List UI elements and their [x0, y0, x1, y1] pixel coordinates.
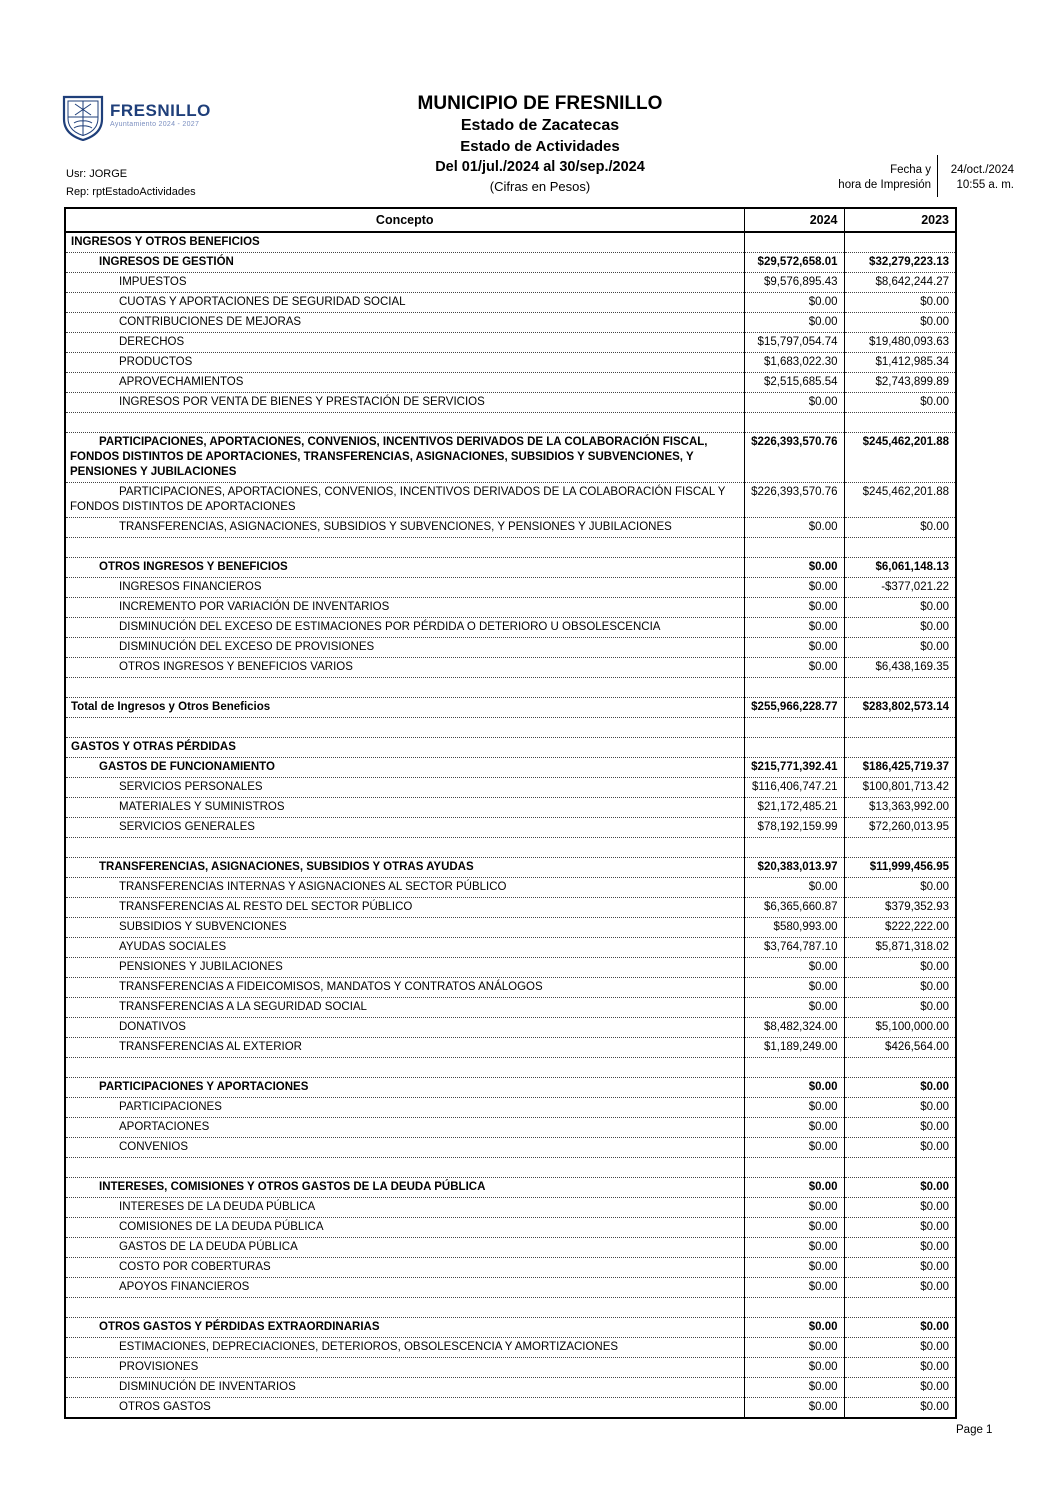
- concept-cell: [65, 538, 744, 558]
- value-2023-cell: [844, 1298, 956, 1318]
- print-datetime: [838, 160, 1014, 193]
- table-row: [65, 1138, 956, 1158]
- concept-cell: INTERESES, COMISIONES Y OTROS GASTOS DE LA DEUDA PÚBLICA: [65, 1178, 744, 1198]
- table-row: [65, 273, 956, 293]
- value-2024-cell: $78,192,159.99: [744, 818, 844, 838]
- value-2024-cell: $15,797,054.74: [744, 333, 844, 353]
- concept-cell: TRANSFERENCIAS A LA SEGURIDAD SOCIAL: [65, 998, 744, 1018]
- concept-cell: TRANSFERENCIAS AL RESTO DEL SECTOR PÚBLICO: [65, 898, 744, 918]
- concept-cell: MATERIALES Y SUMINISTROS: [65, 798, 744, 818]
- table-row: [65, 758, 956, 778]
- value-2024-cell: $0.00: [744, 978, 844, 998]
- value-2023-cell: [844, 738, 956, 758]
- value-2023-cell: $0.00: [844, 1378, 956, 1398]
- value-2023-cell: $72,260,013.95: [844, 818, 956, 838]
- value-2024-cell: $0.00: [744, 878, 844, 898]
- value-2023-cell: $0.00: [844, 518, 956, 538]
- table-row: [65, 738, 956, 758]
- value-2024-cell: $0.00: [744, 1138, 844, 1158]
- concept-cell: DISMINUCIÓN DEL EXCESO DE PROVISIONES: [65, 638, 744, 658]
- value-2023-cell: $6,438,169.35: [844, 658, 956, 678]
- value-2023-cell: $2,743,899.89: [844, 373, 956, 393]
- concept-cell: INCREMENTO POR VARIACIÓN DE INVENTARIOS: [65, 598, 744, 618]
- concept-cell: INTERESES DE LA DEUDA PÚBLICA: [65, 1198, 744, 1218]
- concept-cell: INGRESOS Y OTROS BENEFICIOS: [65, 232, 744, 253]
- concept-cell: DERECHOS: [65, 333, 744, 353]
- value-2023-cell: [844, 1058, 956, 1078]
- value-2023-cell: $0.00: [844, 598, 956, 618]
- value-2023-cell: $0.00: [844, 878, 956, 898]
- concept-cell: PROVISIONES: [65, 1358, 744, 1378]
- value-2023-cell: $0.00: [844, 1098, 956, 1118]
- value-2024-cell: $0.00: [744, 598, 844, 618]
- value-2024-cell: $0.00: [744, 293, 844, 313]
- value-2024-cell: $0.00: [744, 578, 844, 598]
- table-row: [65, 858, 956, 878]
- report-title: Estado de Actividades: [460, 138, 620, 155]
- value-2024-cell: $0.00: [744, 393, 844, 413]
- value-2023-cell: $0.00: [844, 638, 956, 658]
- concept-cell: [65, 1058, 744, 1078]
- table-row: [65, 818, 956, 838]
- concept-cell: TRANSFERENCIAS, ASIGNACIONES, SUBSIDIOS Y SUBVENCIONES, Y PENSIONES Y JUBILACIONES: [65, 518, 744, 538]
- value-2024-cell: $0.00: [744, 998, 844, 1018]
- table-row: [65, 1118, 956, 1138]
- concept-cell: TRANSFERENCIAS INTERNAS Y ASIGNACIONES AL SECTOR PÚBLICO: [65, 878, 744, 898]
- value-2023-cell: [844, 678, 956, 698]
- value-2023-cell: [844, 413, 956, 433]
- value-2023-cell: $0.00: [844, 1238, 956, 1258]
- table-row: [65, 1238, 956, 1258]
- value-2024-cell: $8,482,324.00: [744, 1018, 844, 1038]
- table-row: [65, 293, 956, 313]
- concept-cell: PARTICIPACIONES Y APORTACIONES: [65, 1078, 744, 1098]
- table-row: [65, 1018, 956, 1038]
- value-2023-cell: -$377,021.22: [844, 578, 956, 598]
- table-row: [65, 253, 956, 273]
- table-row: [65, 232, 956, 253]
- logo-wordmark: FRESNILLO: [110, 101, 211, 120]
- concept-cell: APOYOS FINANCIEROS: [65, 1278, 744, 1298]
- value-2023-cell: $0.00: [844, 293, 956, 313]
- value-2023-cell: $0.00: [844, 1258, 956, 1278]
- print-datetime-values: [938, 160, 1014, 193]
- value-2024-cell: $226,393,570.76: [744, 483, 844, 518]
- value-2024-cell: $0.00: [744, 1178, 844, 1198]
- value-2024-cell: $0.00: [744, 958, 844, 978]
- value-2023-cell: $245,462,201.88: [844, 433, 956, 483]
- value-2024-cell: $215,771,392.41: [744, 758, 844, 778]
- value-2023-cell: [844, 232, 956, 253]
- value-2023-cell: [844, 1158, 956, 1178]
- concept-cell: SERVICIOS GENERALES: [65, 818, 744, 838]
- table-row: [65, 698, 956, 718]
- concept-cell: OTROS INGRESOS Y BENEFICIOS VARIOS: [65, 658, 744, 678]
- value-2024-cell: $0.00: [744, 1278, 844, 1298]
- concept-cell: GASTOS DE FUNCIONAMIENTO: [65, 758, 744, 778]
- concept-cell: OTROS INGRESOS Y BENEFICIOS: [65, 558, 744, 578]
- table-row: [65, 483, 956, 518]
- table-row: [65, 618, 956, 638]
- value-2023-cell: $0.00: [844, 998, 956, 1018]
- value-2023-cell: $8,642,244.27: [844, 273, 956, 293]
- value-2023-cell: $0.00: [844, 978, 956, 998]
- table-row: [65, 518, 956, 538]
- value-2024-cell: $0.00: [744, 1338, 844, 1358]
- value-2024-cell: $0.00: [744, 1198, 844, 1218]
- table-row: [65, 778, 956, 798]
- table-row: [65, 878, 956, 898]
- table-row: [65, 938, 956, 958]
- user-label: Usr: JORGE: [66, 168, 128, 180]
- value-2023-cell: $100,801,713.42: [844, 778, 956, 798]
- value-2024-cell: [744, 718, 844, 738]
- value-2023-cell: $0.00: [844, 1358, 956, 1378]
- concept-cell: PENSIONES Y JUBILACIONES: [65, 958, 744, 978]
- table-row: [65, 333, 956, 353]
- value-2024-cell: $6,365,660.87: [744, 898, 844, 918]
- table-row: [65, 1358, 956, 1378]
- concept-cell: COSTO POR COBERTURAS: [65, 1258, 744, 1278]
- value-2023-cell: $379,352.93: [844, 898, 956, 918]
- value-2023-cell: $1,412,985.34: [844, 353, 956, 373]
- concept-cell: SUBSIDIOS Y SUBVENCIONES: [65, 918, 744, 938]
- municipality-title: MUNICIPIO DE FRESNILLO: [417, 93, 663, 114]
- concept-cell: Total de Ingresos y Otros Beneficios: [65, 698, 744, 718]
- concept-cell: INGRESOS DE GESTIÓN: [65, 253, 744, 273]
- value-2023-cell: $5,871,318.02: [844, 938, 956, 958]
- table-row: [65, 638, 956, 658]
- concept-cell: PARTICIPACIONES, APORTACIONES, CONVENIOS, INCENTIVOS DERIVADOS DE LA COLABORACIÓN FISCAL Y FONDOS DISTINTOS DE APORTACIONES: [65, 483, 744, 518]
- value-2024-cell: $0.00: [744, 558, 844, 578]
- value-2024-cell: [744, 538, 844, 558]
- value-2023-cell: $0.00: [844, 1118, 956, 1138]
- value-2024-cell: $255,966,228.77: [744, 698, 844, 718]
- value-2024-cell: [744, 678, 844, 698]
- value-2024-cell: [744, 838, 844, 858]
- value-2023-cell: $0.00: [844, 958, 956, 978]
- concept-cell: TRANSFERENCIAS AL EXTERIOR: [65, 1038, 744, 1058]
- concept-cell: [65, 718, 744, 738]
- statement-table-container: [64, 207, 955, 1419]
- concept-cell: INGRESOS POR VENTA DE BIENES Y PRESTACIÓN DE SERVICIOS: [65, 393, 744, 413]
- print-label-line2: hora de Impresión: [838, 179, 931, 191]
- value-2023-cell: $0.00: [844, 1318, 956, 1338]
- value-2023-cell: [844, 838, 956, 858]
- value-2023-cell: $245,462,201.88: [844, 483, 956, 518]
- table-row: [65, 1058, 956, 1078]
- concept-cell: PARTICIPACIONES, APORTACIONES, CONVENIOS, INCENTIVOS DERIVADOS DE LA COLABORACIÓN FISCAL, FONDOS DISTINTOS DE APORTACIONES, TRANSFERENCIAS, ASIGNACIONES, SUBSIDIOS Y SUBVENCIONES, Y PENSIONES Y JUBILACIONES: [65, 433, 744, 483]
- table-row: [65, 413, 956, 433]
- print-date-value: 24/oct./2024: [950, 164, 1014, 176]
- units-note: (Cifras en Pesos): [489, 179, 591, 194]
- table-row: [65, 1258, 956, 1278]
- print-label-line1: Fecha y: [890, 164, 931, 176]
- table-row: [65, 578, 956, 598]
- table-row: [65, 798, 956, 818]
- table-row: [65, 1298, 956, 1318]
- concept-cell: OTROS GASTOS Y PÉRDIDAS EXTRAORDINARIAS: [65, 1318, 744, 1338]
- value-2023-cell: $11,999,456.95: [844, 858, 956, 878]
- concept-cell: IMPUESTOS: [65, 273, 744, 293]
- table-row: [65, 1378, 956, 1398]
- concept-cell: COMISIONES DE LA DEUDA PÚBLICA: [65, 1218, 744, 1238]
- value-2024-cell: $226,393,570.76: [744, 433, 844, 483]
- value-2024-cell: [744, 1058, 844, 1078]
- table-row: [65, 838, 956, 858]
- value-2023-cell: $0.00: [844, 1278, 956, 1298]
- value-2023-cell: $426,564.00: [844, 1038, 956, 1058]
- table-row: [65, 1158, 956, 1178]
- table-row: [65, 1398, 956, 1419]
- value-2023-cell: $283,802,573.14: [844, 698, 956, 718]
- table-row: [65, 1078, 956, 1098]
- table-row: [65, 353, 956, 373]
- table-row: [65, 1038, 956, 1058]
- value-2024-cell: [744, 1298, 844, 1318]
- concept-cell: CUOTAS Y APORTACIONES DE SEGURIDAD SOCIAL: [65, 293, 744, 313]
- value-2023-cell: $5,100,000.00: [844, 1018, 956, 1038]
- table-row: [65, 998, 956, 1018]
- table-row: [65, 373, 956, 393]
- value-2024-cell: $0.00: [744, 638, 844, 658]
- column-header-concepto: Concepto: [65, 208, 744, 232]
- value-2023-cell: $0.00: [844, 1138, 956, 1158]
- table-row: [65, 313, 956, 333]
- concept-cell: APROVECHAMIENTOS: [65, 373, 744, 393]
- value-2024-cell: $20,383,013.97: [744, 858, 844, 878]
- table-row: [65, 678, 956, 698]
- concept-cell: [65, 1158, 744, 1178]
- value-2024-cell: $21,172,485.21: [744, 798, 844, 818]
- table-row: [65, 1178, 956, 1198]
- table-row: [65, 1098, 956, 1118]
- value-2023-cell: $0.00: [844, 1218, 956, 1238]
- table-row: [65, 658, 956, 678]
- concept-cell: ESTIMACIONES, DEPRECIACIONES, DETERIOROS, OBSOLESCENCIA Y AMORTIZACIONES: [65, 1338, 744, 1358]
- value-2024-cell: $0.00: [744, 1358, 844, 1378]
- title-block: [240, 93, 840, 195]
- concept-cell: AYUDAS SOCIALES: [65, 938, 744, 958]
- table-row: [65, 1318, 956, 1338]
- table-row: [65, 958, 956, 978]
- state-title: Estado de Zacatecas: [460, 117, 620, 134]
- column-header-2023: 2023: [844, 208, 956, 232]
- logo-subtitle: Ayuntamiento 2024 - 2027: [110, 121, 200, 128]
- value-2023-cell: [844, 718, 956, 738]
- concept-cell: [65, 413, 744, 433]
- concept-cell: PRODUCTOS: [65, 353, 744, 373]
- table-row: [65, 393, 956, 413]
- value-2024-cell: $0.00: [744, 1098, 844, 1118]
- value-2023-cell: $0.00: [844, 393, 956, 413]
- value-2024-cell: $1,683,022.30: [744, 353, 844, 373]
- table-row: [65, 718, 956, 738]
- concept-cell: [65, 1298, 744, 1318]
- value-2023-cell: $0.00: [844, 1178, 956, 1198]
- table-row: [65, 978, 956, 998]
- value-2024-cell: [744, 413, 844, 433]
- concept-cell: CONTRIBUCIONES DE MEJORAS: [65, 313, 744, 333]
- value-2024-cell: $0.00: [744, 1258, 844, 1278]
- print-datetime-label: [838, 160, 937, 193]
- period-title: Del 01/jul./2024 al 30/sep./2024: [435, 159, 645, 175]
- value-2024-cell: $1,189,249.00: [744, 1038, 844, 1058]
- concept-cell: CONVENIOS: [65, 1138, 744, 1158]
- column-header-2024: 2024: [744, 208, 844, 232]
- value-2023-cell: $13,363,992.00: [844, 798, 956, 818]
- concept-cell: INGRESOS FINANCIEROS: [65, 578, 744, 598]
- value-2024-cell: [744, 232, 844, 253]
- concept-cell: DISMINUCIÓN DEL EXCESO DE ESTIMACIONES POR PÉRDIDA O DETERIORO U OBSOLESCENCIA: [65, 618, 744, 638]
- concept-cell: DONATIVOS: [65, 1018, 744, 1038]
- value-2024-cell: $0.00: [744, 1398, 844, 1419]
- page-number: Page 1: [956, 1424, 993, 1436]
- table-row: [65, 1218, 956, 1238]
- concept-cell: GASTOS DE LA DEUDA PÚBLICA: [65, 1238, 744, 1258]
- concept-cell: [65, 678, 744, 698]
- value-2024-cell: $0.00: [744, 1078, 844, 1098]
- concept-cell: APORTACIONES: [65, 1118, 744, 1138]
- value-2023-cell: $0.00: [844, 1078, 956, 1098]
- value-2024-cell: [744, 738, 844, 758]
- concept-cell: DISMINUCIÓN DE INVENTARIOS: [65, 1378, 744, 1398]
- value-2024-cell: $116,406,747.21: [744, 778, 844, 798]
- value-2023-cell: $19,480,093.63: [844, 333, 956, 353]
- table-row: [65, 1198, 956, 1218]
- value-2023-cell: $0.00: [844, 618, 956, 638]
- table-header-row: [65, 208, 956, 232]
- concept-cell: SERVICIOS PERSONALES: [65, 778, 744, 798]
- value-2024-cell: $0.00: [744, 1378, 844, 1398]
- value-2024-cell: $0.00: [744, 1238, 844, 1258]
- value-2023-cell: $6,061,148.13: [844, 558, 956, 578]
- concept-cell: OTROS GASTOS: [65, 1398, 744, 1419]
- logo: [62, 95, 211, 141]
- table-row: [65, 598, 956, 618]
- concept-cell: [65, 838, 744, 858]
- table-row: [65, 918, 956, 938]
- value-2024-cell: $0.00: [744, 518, 844, 538]
- concept-cell: TRANSFERENCIAS A FIDEICOMISOS, MANDATOS Y CONTRATOS ANÁLOGOS: [65, 978, 744, 998]
- value-2023-cell: $0.00: [844, 1338, 956, 1358]
- value-2024-cell: $0.00: [744, 658, 844, 678]
- concept-cell: PARTICIPACIONES: [65, 1098, 744, 1118]
- value-2024-cell: $29,572,658.01: [744, 253, 844, 273]
- report-id-label: Rep: rptEstadoActividades: [66, 186, 196, 198]
- value-2023-cell: $0.00: [844, 1398, 956, 1419]
- value-2023-cell: $222,222.00: [844, 918, 956, 938]
- table-row: [65, 1278, 956, 1298]
- table-row: [65, 898, 956, 918]
- table-row: [65, 558, 956, 578]
- financial-statement-table: [64, 207, 957, 1419]
- value-2024-cell: $580,993.00: [744, 918, 844, 938]
- concept-cell: TRANSFERENCIAS, ASIGNACIONES, SUBSIDIOS Y OTRAS AYUDAS: [65, 858, 744, 878]
- value-2023-cell: $0.00: [844, 313, 956, 333]
- value-2024-cell: [744, 1158, 844, 1178]
- value-2024-cell: $9,576,895.43: [744, 273, 844, 293]
- table-row: [65, 538, 956, 558]
- concept-cell: GASTOS Y OTRAS PÉRDIDAS: [65, 738, 744, 758]
- value-2023-cell: [844, 538, 956, 558]
- value-2024-cell: $0.00: [744, 1318, 844, 1338]
- value-2024-cell: $2,515,685.54: [744, 373, 844, 393]
- value-2024-cell: $3,764,787.10: [744, 938, 844, 958]
- table-row: [65, 433, 956, 483]
- value-2023-cell: $186,425,719.37: [844, 758, 956, 778]
- value-2024-cell: $0.00: [744, 313, 844, 333]
- value-2024-cell: $0.00: [744, 1218, 844, 1238]
- print-time-value: 10:55 a. m.: [956, 179, 1014, 191]
- table-row: [65, 1338, 956, 1358]
- fresnillo-crest-icon: [62, 95, 104, 141]
- value-2023-cell: $32,279,223.13: [844, 253, 956, 273]
- value-2024-cell: $0.00: [744, 618, 844, 638]
- value-2024-cell: $0.00: [744, 1118, 844, 1138]
- value-2023-cell: $0.00: [844, 1198, 956, 1218]
